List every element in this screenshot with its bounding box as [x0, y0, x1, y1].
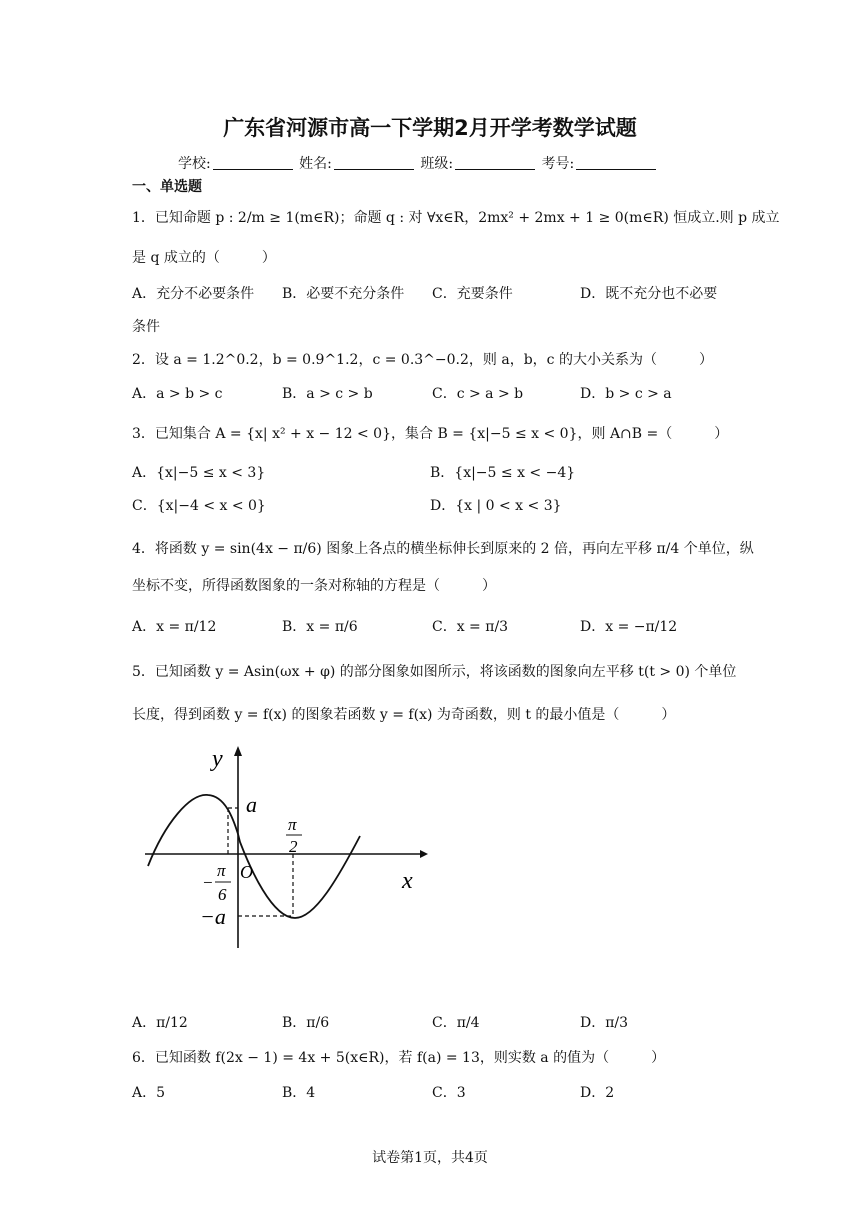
q5-sine-graph	[140, 738, 430, 958]
origin-label: O	[240, 862, 253, 882]
name-blank[interactable]	[334, 155, 414, 170]
q3-option-d[interactable]: D．{x | 0 < x < 3}	[430, 498, 562, 514]
pi-over-2-denominator: 2	[289, 837, 298, 856]
class-label: 班级:	[420, 156, 454, 172]
q6-option-c[interactable]: C．3	[432, 1085, 466, 1101]
exam-no-blank[interactable]	[576, 155, 656, 170]
q4-option-d[interactable]: D．x = −π/12	[580, 619, 678, 635]
x-axis-label: x	[402, 868, 413, 894]
pi-over-2-numerator: π	[288, 815, 297, 834]
q4-option-c[interactable]: C．x = π/3	[432, 619, 509, 635]
q5-option-b[interactable]: B．π/6	[282, 1015, 330, 1031]
q1-option-c[interactable]: C．充要条件	[432, 286, 513, 302]
y-axis-label: y	[212, 746, 223, 772]
q1-option-a[interactable]: A．充分不必要条件	[132, 286, 255, 302]
q5-line2: 长度，得到函数 y = f(x) 的图象若函数 y = f(x) 为奇函数，则 t 的最小值是（ ）	[132, 707, 676, 723]
q3-option-a[interactable]: A．{x|−5 ≤ x < 3}	[132, 465, 266, 481]
neg-pi-over-6-numerator: π	[217, 861, 226, 880]
y-axis-arrow	[234, 746, 242, 756]
neg-pi-over-6-minus: −	[202, 873, 214, 892]
q1-option-d[interactable]: D．既不充分也不必要	[580, 286, 718, 302]
student-info-line	[178, 153, 658, 173]
neg-pi-over-6-denominator: 6	[218, 885, 227, 904]
q3-option-b[interactable]: B．{x|−5 ≤ x < −4}	[430, 465, 576, 481]
q5-option-d[interactable]: D．π/3	[580, 1015, 629, 1031]
q2-option-c[interactable]: C．c > a > b	[432, 386, 524, 402]
q6-option-d[interactable]: D．2	[580, 1085, 615, 1101]
q5-line1: 5．已知函数 y = Asin(ωx + φ) 的部分图象如图所示，将该函数的图象向左平移 t(t > 0) 个单位	[132, 664, 737, 680]
name-label: 姓名:	[299, 156, 332, 172]
school-blank[interactable]	[213, 155, 293, 170]
x-axis-arrow	[420, 850, 428, 858]
class-blank[interactable]	[455, 155, 535, 170]
q4-line1: 4．将函数 y = sin(4x − π/6) 图象上各点的横坐标伸长到原来的 2 倍，再向左平移 π/4 个单位，纵	[132, 541, 754, 557]
neg-a-label: −a	[200, 904, 226, 929]
exam-no-label: 考号:	[541, 156, 575, 172]
q2-stem: 2．设 a = 1.2^0.2，b = 0.9^1.2，c = 0.3^−0.2，则 a，b，c 的大小关系为（ ）	[132, 352, 713, 368]
q4-line2: 坐标不变，所得函数图象的一条对称轴的方程是（ ）	[132, 578, 496, 594]
section-heading: 一、单选题	[132, 179, 202, 195]
school-label: 学校:	[178, 156, 211, 172]
q5-option-c[interactable]: C．π/4	[432, 1015, 480, 1031]
page-title: 广东省河源市高一下学期2月开学考数学试题	[223, 116, 637, 140]
q2-option-b[interactable]: B．a > c > b	[282, 386, 373, 402]
q1-option-b[interactable]: B．必要不充分条件	[282, 286, 405, 302]
a-label: a	[246, 792, 257, 817]
q4-option-a[interactable]: A．x = π/12	[132, 619, 217, 635]
q2-option-a[interactable]: A．a > b > c	[132, 386, 223, 402]
q4-option-b[interactable]: B．x = π/6	[282, 619, 358, 635]
q6-option-b[interactable]: B．4	[282, 1085, 316, 1101]
q3-stem: 3．已知集合 A = {x| x² + x − 12 < 0}，集合 B = {x|−5 ≤ x < 0}，则 A∩B =（ ）	[132, 426, 729, 442]
q1-option-d-continued: 条件	[132, 319, 160, 335]
q1-line1: 1．已知命题 p : 2/m ≥ 1(m∈R)；命题 q : 对 ∀x∈R，2mx² + 2mx + 1 ≥ 0(m∈R) 恒成立.则 p 成立	[132, 210, 780, 226]
q1-line2: 是 q 成立的（ ）	[132, 250, 276, 266]
q6-stem: 6．已知函数 f(2x − 1) = 4x + 5(x∈R)，若 f(a) = 13，则实数 a 的值为（ ）	[132, 1050, 666, 1066]
q3-option-c[interactable]: C．{x|−4 < x < 0}	[132, 498, 266, 514]
q5-option-a[interactable]: A．π/12	[132, 1015, 188, 1031]
q2-option-d[interactable]: D．b > c > a	[580, 386, 672, 402]
q6-option-a[interactable]: A．5	[132, 1085, 166, 1101]
page-footer: 试卷第1页，共4页	[372, 1150, 488, 1166]
